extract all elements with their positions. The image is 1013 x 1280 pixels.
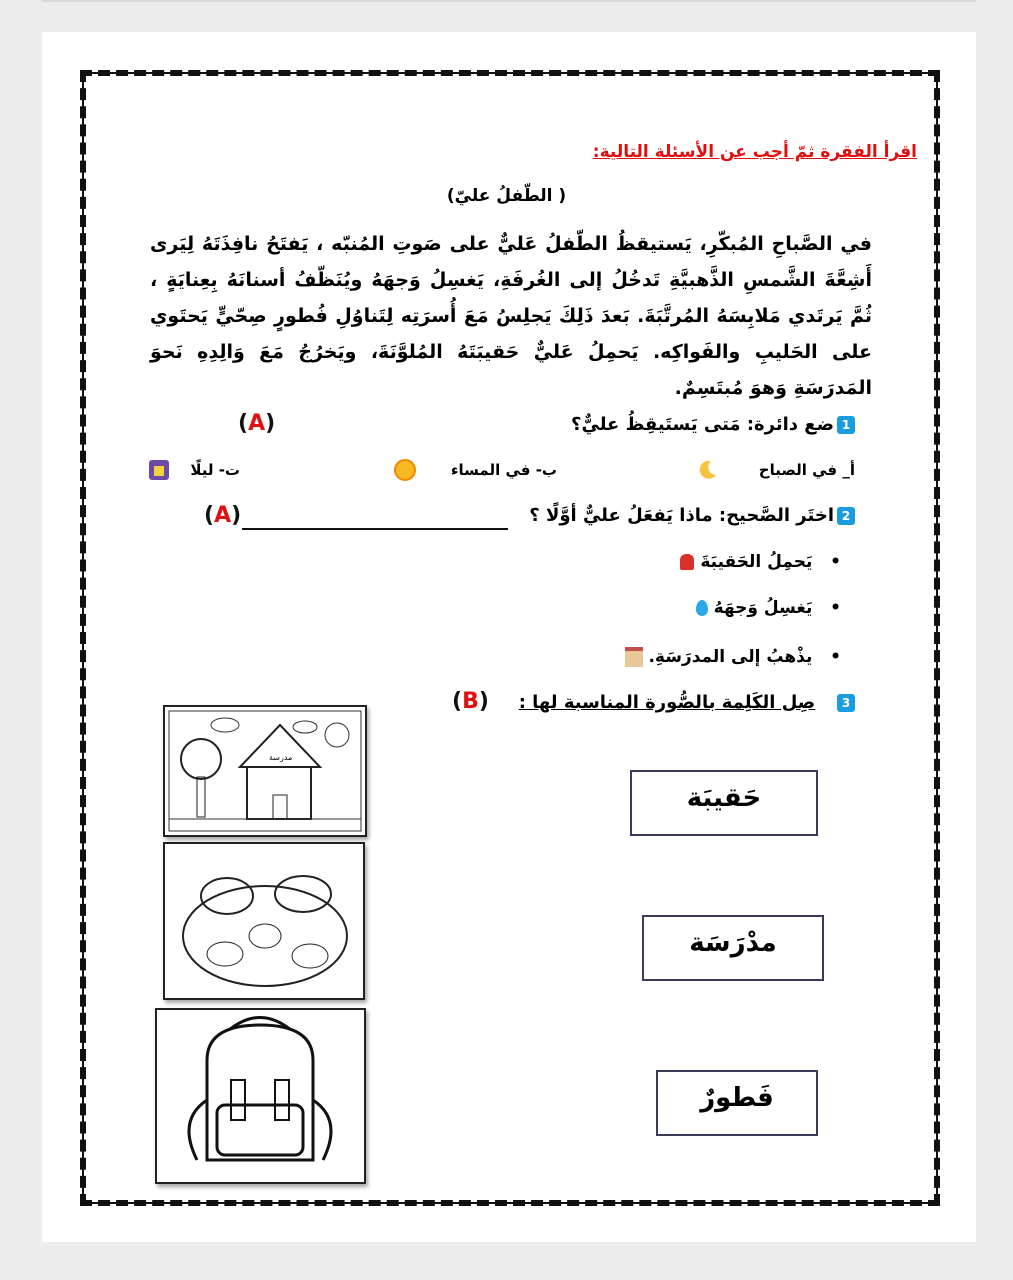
- q1-option-c[interactable]: [190, 461, 240, 479]
- answer-letter: A: [214, 503, 232, 528]
- question-text: اختَر الصَّحيح: ماذا يَفعَلُ عليٌّ أوَّلًا ؟: [529, 505, 834, 526]
- question-1: [571, 414, 855, 435]
- answer-q2: (A): [204, 503, 242, 528]
- instruction: اقرأ الفقرة ثمّ أجب عن الأسئلة التالية:: [592, 142, 917, 162]
- school-icon: [625, 647, 643, 667]
- school-picture[interactable]: [163, 705, 367, 837]
- answer-letter: B: [462, 689, 479, 714]
- word-box-bag[interactable]: حَقيبَة: [630, 770, 818, 836]
- option-label: ت- ليلًا: [190, 461, 240, 479]
- story-paragraph: في الصَّباحِ المُبكّرِ، يَستيقظُ الطّفلُ عَليٌّ على صَوتِ المُنبّه ، يَفتَحُ نافِذَتَهُ لِيَرى أَشِعَّةَ الشَّمسِ الذَّهبيَّةِ تَدخُلُ إلى الغُرفَةِ، يَغسِلُ وَجهَهُ ويُنَظّفُ أسنانَهُ بِعِنايَةٍ ، ثُمَّ يَرتَدي مَلابِسَهُ المُرتَّبَةَ. بَعدَ ذَلِكَ يَجلِسُ مَعَ أُسرَتِه لِتَناوُلِ فُطورٍ صِحّيٍّ يَحتَوي على الحَليبِ والفَواكِه. يَحمِلُ عَليٌّ حَقيبَتَهُ المُلوَّنَةَ، ويَخرُجُ مَعَ وَالِدِهِ نَحوَ المَدرَسَةِ وَهوَ مُبتَسِمٌ.: [150, 233, 872, 399]
- question-2: [529, 505, 855, 526]
- option-label: يَحمِلُ الحَقيبَةَ: [700, 552, 813, 572]
- word-box-school[interactable]: مدْرَسَة: [642, 915, 824, 981]
- option-label: أ_ في الصباح: [758, 461, 855, 479]
- answer-line: [242, 528, 508, 530]
- story-title: ( الطّفلُ عليّ): [446, 186, 567, 206]
- water-drop-icon: [696, 600, 708, 616]
- q1-option-b[interactable]: [451, 461, 557, 479]
- q2-option-3[interactable]: • يذْهبُ إلى المدرَسَةِ.: [625, 647, 841, 667]
- q2-option-2[interactable]: • يَغسِلُ وَجهَهُ: [696, 598, 841, 618]
- question-number: 2: [837, 507, 855, 525]
- q1-option-a[interactable]: [759, 461, 855, 479]
- word-box-breakfast[interactable]: فَطورٌ: [656, 1070, 818, 1136]
- sun-icon: [393, 458, 417, 486]
- night-city-icon: [149, 460, 169, 480]
- question-number: 1: [837, 416, 855, 434]
- question-number: 3: [837, 694, 855, 712]
- moon-icon: [696, 458, 718, 484]
- option-label: يذْهبُ إلى المدرَسَةِ.: [648, 647, 813, 667]
- option-label: ب- في المساء: [450, 461, 557, 479]
- answer-q1: (A): [238, 411, 276, 436]
- answer-letter: A: [248, 411, 266, 436]
- breakfast-picture[interactable]: [163, 842, 365, 1000]
- option-label: يَغسِلُ وَجهَهُ: [713, 598, 813, 618]
- top-divider: [42, 0, 976, 2]
- school-sign: مدرسة: [269, 753, 293, 762]
- school-drawing: [165, 707, 365, 835]
- question-text: صِل الكَلِمة بالصُّورة المناسبة لها :: [518, 692, 816, 713]
- answer-q3: (B): [452, 689, 489, 714]
- backpack-drawing: [157, 1010, 364, 1182]
- question-3: [519, 692, 855, 713]
- backpack-icon: [680, 554, 694, 570]
- q2-option-1[interactable]: • يَحمِلُ الحَقيبَةَ: [680, 552, 841, 572]
- question-text: ضع دائرة: مَتى يَستَيقِظُ عليٌّ؟: [571, 414, 834, 435]
- backpack-picture[interactable]: [155, 1008, 366, 1184]
- breakfast-drawing: [165, 844, 363, 998]
